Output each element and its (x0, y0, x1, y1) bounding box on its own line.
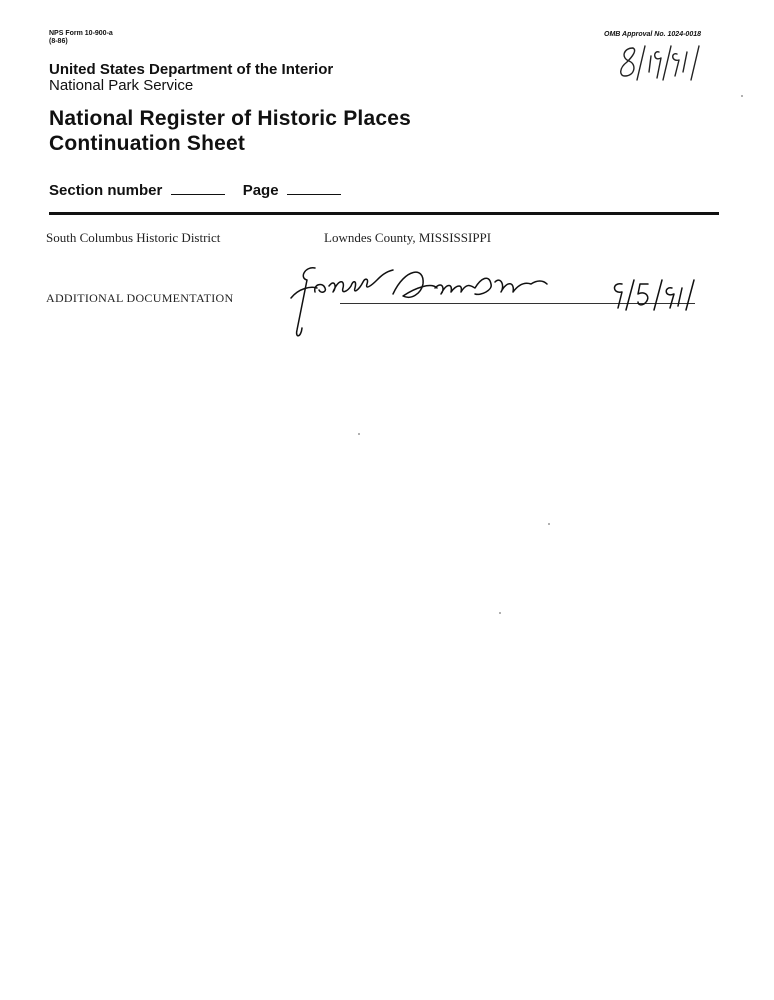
page-label: Page (242, 182, 279, 199)
county-name: Lowndes County, MISSISSIPPI (324, 230, 492, 245)
handwritten-date-top (615, 38, 705, 88)
scan-speck (499, 612, 501, 614)
district-name: South Columbus Historic District (46, 230, 221, 245)
header-rule (49, 212, 719, 215)
agency-name: National Park Service (49, 77, 194, 94)
section-fields (49, 182, 341, 199)
form-date-text: (8-86) (49, 38, 68, 45)
page-subtitle: Continuation Sheet (49, 132, 246, 155)
additional-documentation-label: ADDITIONAL DOCUMENTATION (46, 291, 234, 305)
form-number-text: NPS Form 10-900-a (49, 30, 113, 37)
page-title: National Register of Historic Places (49, 107, 411, 130)
scan-speck (548, 523, 550, 525)
scan-speck (741, 95, 743, 97)
section-number-blank (171, 182, 225, 195)
scan-speck (358, 433, 360, 435)
section-number-label: Section number (49, 182, 163, 199)
form-number (49, 30, 113, 46)
handwritten-signature (285, 258, 585, 338)
department-name: United States Department of the Interior (49, 61, 334, 78)
signature-date (608, 276, 698, 316)
page-number-blank (287, 182, 341, 195)
omb-approval: OMB Approval No. 1024-0018 (604, 31, 701, 38)
